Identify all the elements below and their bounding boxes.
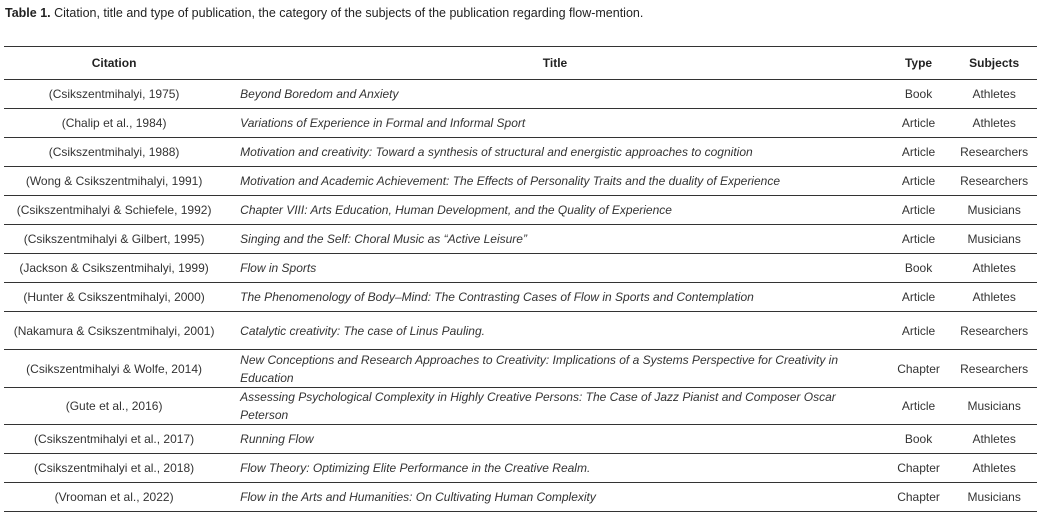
table-row (4, 167, 1037, 196)
title-cell: Flow Theory: Optimizing Elite Performance in the Creative Realm. (224, 454, 886, 483)
table-row (4, 196, 1037, 225)
subjects-cell: Musicians (951, 483, 1037, 512)
title-cell: New Conceptions and Research Approaches to Creativity: Implications of a Systems Perspective for Creativity in Education (224, 350, 886, 388)
subjects-cell: Musicians (951, 225, 1037, 254)
header-type: Type (886, 47, 952, 80)
type-cell: Book (886, 425, 952, 454)
title-cell: Running Flow (224, 425, 886, 454)
subjects-cell: Athletes (951, 254, 1037, 283)
type-cell: Article (886, 138, 952, 167)
table-row (4, 138, 1037, 167)
type-cell: Article (886, 312, 952, 350)
title-cell: Motivation and Academic Achievement: The Effects of Personality Traits and the duality of Experience (224, 167, 886, 196)
citation-cell: (Wong & Csikszentmihalyi, 1991) (4, 167, 224, 196)
citation-cell: (Csikszentmihalyi et al., 2018) (4, 454, 224, 483)
type-cell: Chapter (886, 483, 952, 512)
type-cell: Article (886, 388, 952, 425)
publications-table (4, 46, 1037, 512)
citation-cell: (Chalip et al., 1984) (4, 109, 224, 138)
title-cell: Catalytic creativity: The case of Linus Pauling. (224, 312, 886, 350)
subjects-cell: Musicians (951, 196, 1037, 225)
title-cell: Variations of Experience in Formal and Informal Sport (224, 109, 886, 138)
title-cell: Flow in Sports (224, 254, 886, 283)
title-cell: Assessing Psychological Complexity in Highly Creative Persons: The Case of Jazz Pianist and Composer Oscar Peterson (224, 388, 886, 425)
subjects-cell: Athletes (951, 454, 1037, 483)
table-row (4, 350, 1037, 388)
table-header-row (4, 47, 1037, 80)
citation-cell: (Csikszentmihalyi, 1988) (4, 138, 224, 167)
table-row (4, 312, 1037, 350)
subjects-cell: Athletes (951, 80, 1037, 109)
type-cell: Article (886, 225, 952, 254)
type-cell: Article (886, 283, 952, 312)
title-cell: Beyond Boredom and Anxiety (224, 80, 886, 109)
subjects-cell: Musicians (951, 388, 1037, 425)
table-caption (5, 6, 643, 20)
subjects-cell: Researchers (951, 138, 1037, 167)
table-row (4, 254, 1037, 283)
type-cell: Chapter (886, 350, 952, 388)
citation-cell: (Gute et al., 2016) (4, 388, 224, 425)
title-cell: Chapter VIII: Arts Education, Human Development, and the Quality of Experience (224, 196, 886, 225)
title-cell: Flow in the Arts and Humanities: On Cultivating Human Complexity (224, 483, 886, 512)
citation-cell: (Csikszentmihalyi & Gilbert, 1995) (4, 225, 224, 254)
header-subjects: Subjects (951, 47, 1037, 80)
citation-cell: (Nakamura & Csikszentmihalyi, 2001) (4, 312, 224, 350)
citation-cell: (Vrooman et al., 2022) (4, 483, 224, 512)
table-row (4, 483, 1037, 512)
citation-cell: (Hunter & Csikszentmihalyi, 2000) (4, 283, 224, 312)
subjects-cell: Researchers (951, 312, 1037, 350)
table-row (4, 225, 1037, 254)
header-title: Title (224, 47, 886, 80)
table-row (4, 388, 1037, 425)
title-cell: The Phenomenology of Body–Mind: The Contrasting Cases of Flow in Sports and Contemplation (224, 283, 886, 312)
table-row (4, 454, 1037, 483)
type-cell: Book (886, 80, 952, 109)
type-cell: Book (886, 254, 952, 283)
table-caption-text: Citation, title and type of publication, the category of the subjects of the publication regarding flow-mention. (50, 6, 644, 20)
subjects-cell: Researchers (951, 167, 1037, 196)
citation-cell: (Jackson & Csikszentmihalyi, 1999) (4, 254, 224, 283)
subjects-cell: Researchers (951, 350, 1037, 388)
type-cell: Article (886, 196, 952, 225)
title-cell: Singing and the Self: Choral Music as “Active Leisure” (224, 225, 886, 254)
citation-cell: (Csikszentmihalyi et al., 2017) (4, 425, 224, 454)
table-caption-label: Table 1. (5, 6, 51, 20)
citation-cell: (Csikszentmihalyi & Wolfe, 2014) (4, 350, 224, 388)
type-cell: Article (886, 167, 952, 196)
subjects-cell: Athletes (951, 109, 1037, 138)
table-row (4, 425, 1037, 454)
table-row (4, 80, 1037, 109)
subjects-cell: Athletes (951, 425, 1037, 454)
type-cell: Article (886, 109, 952, 138)
subjects-cell: Athletes (951, 283, 1037, 312)
type-cell: Chapter (886, 454, 952, 483)
citation-cell: (Csikszentmihalyi, 1975) (4, 80, 224, 109)
table-row (4, 109, 1037, 138)
table-row (4, 283, 1037, 312)
header-citation: Citation (4, 47, 224, 80)
citation-cell: (Csikszentmihalyi & Schiefele, 1992) (4, 196, 224, 225)
title-cell: Motivation and creativity: Toward a synthesis of structural and energistic approaches to cognition (224, 138, 886, 167)
